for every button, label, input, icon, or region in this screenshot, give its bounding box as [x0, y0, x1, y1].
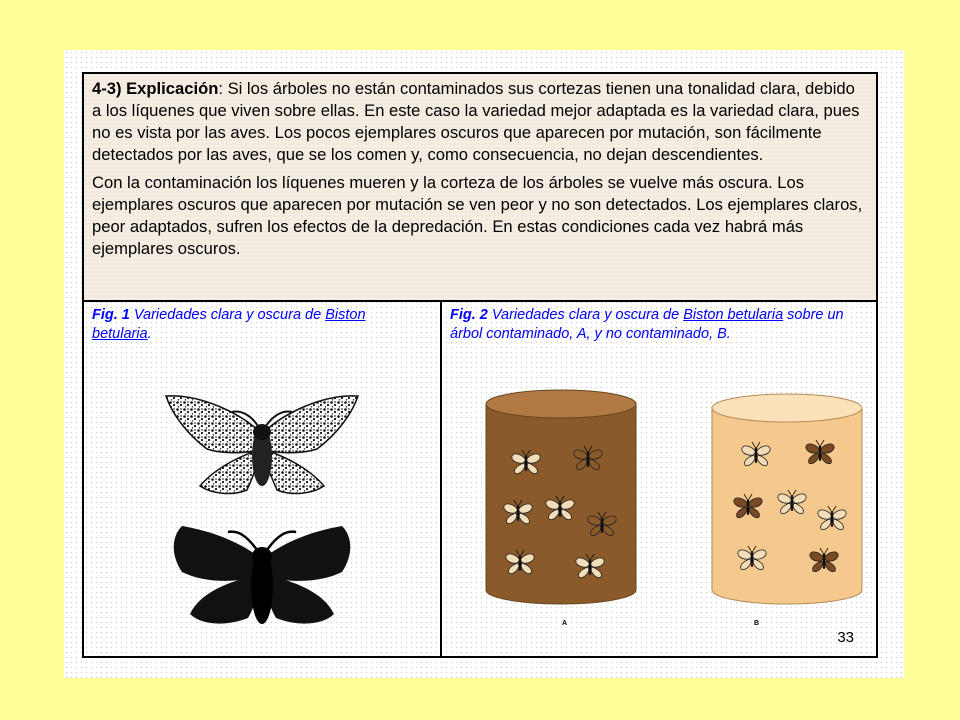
- light-moth-illustration: [162, 394, 362, 514]
- figure-1-species-link[interactable]: Biston betularia: [92, 307, 366, 342]
- page-number: 33: [837, 629, 854, 646]
- explanation-panel: [84, 74, 876, 302]
- figure-1-label: Fig. 1: [92, 307, 130, 323]
- figure-2-panel: [442, 302, 876, 656]
- figure-2-end: sobre un árbol contaminado, A, y no contaminado, B.: [450, 307, 844, 342]
- explanation-paragraph-2: Con la contaminación los líquenes mueren y la corteza de los árboles se vuelve más oscura. Los ejemplares oscuros que aparecen por mutación se ven peor y no son detectados. Los ejemplares claros, peor adaptados, sufren los efectos de la depredación. En estas condiciones cada vez habrá más ejemplares oscuros.: [92, 173, 863, 258]
- tree-b: [712, 394, 862, 604]
- figure-2-text: Variedades clara y oscura de: [487, 307, 684, 323]
- explanation-text-1: : Si los árboles no están contaminados sus cortezas tienen una tonalidad clara, debido a los líquenes que viven sobre ellas. En este caso la variedad mejor adaptada es la variedad clara, pues no es vista por las aves. Los pocos ejemplares oscuros que aparecen por mutación, son fácilmente detectados por las aves, que se los comen y, como consecuencia, no dejan descendientes.: [92, 79, 860, 164]
- explanation-heading: 4-3) Explicación: [92, 79, 219, 98]
- tree-a: [486, 390, 636, 604]
- dark-moth-illustration: [162, 514, 362, 642]
- figure-1-panel: [84, 302, 442, 656]
- figure-2-label: Fig. 2: [450, 307, 488, 323]
- trees-illustration: [442, 302, 876, 656]
- figure-1-end: .: [147, 326, 152, 342]
- figure-1-caption: [92, 306, 422, 344]
- figure-1-text: Variedades clara y oscura de: [129, 307, 326, 323]
- content-frame: [82, 72, 878, 658]
- figure-2-species-link[interactable]: Biston betularia: [683, 307, 784, 323]
- tree-a-label: A: [562, 620, 568, 627]
- tree-b-label: B: [754, 620, 760, 627]
- explanation-paragraph-1: [92, 78, 868, 166]
